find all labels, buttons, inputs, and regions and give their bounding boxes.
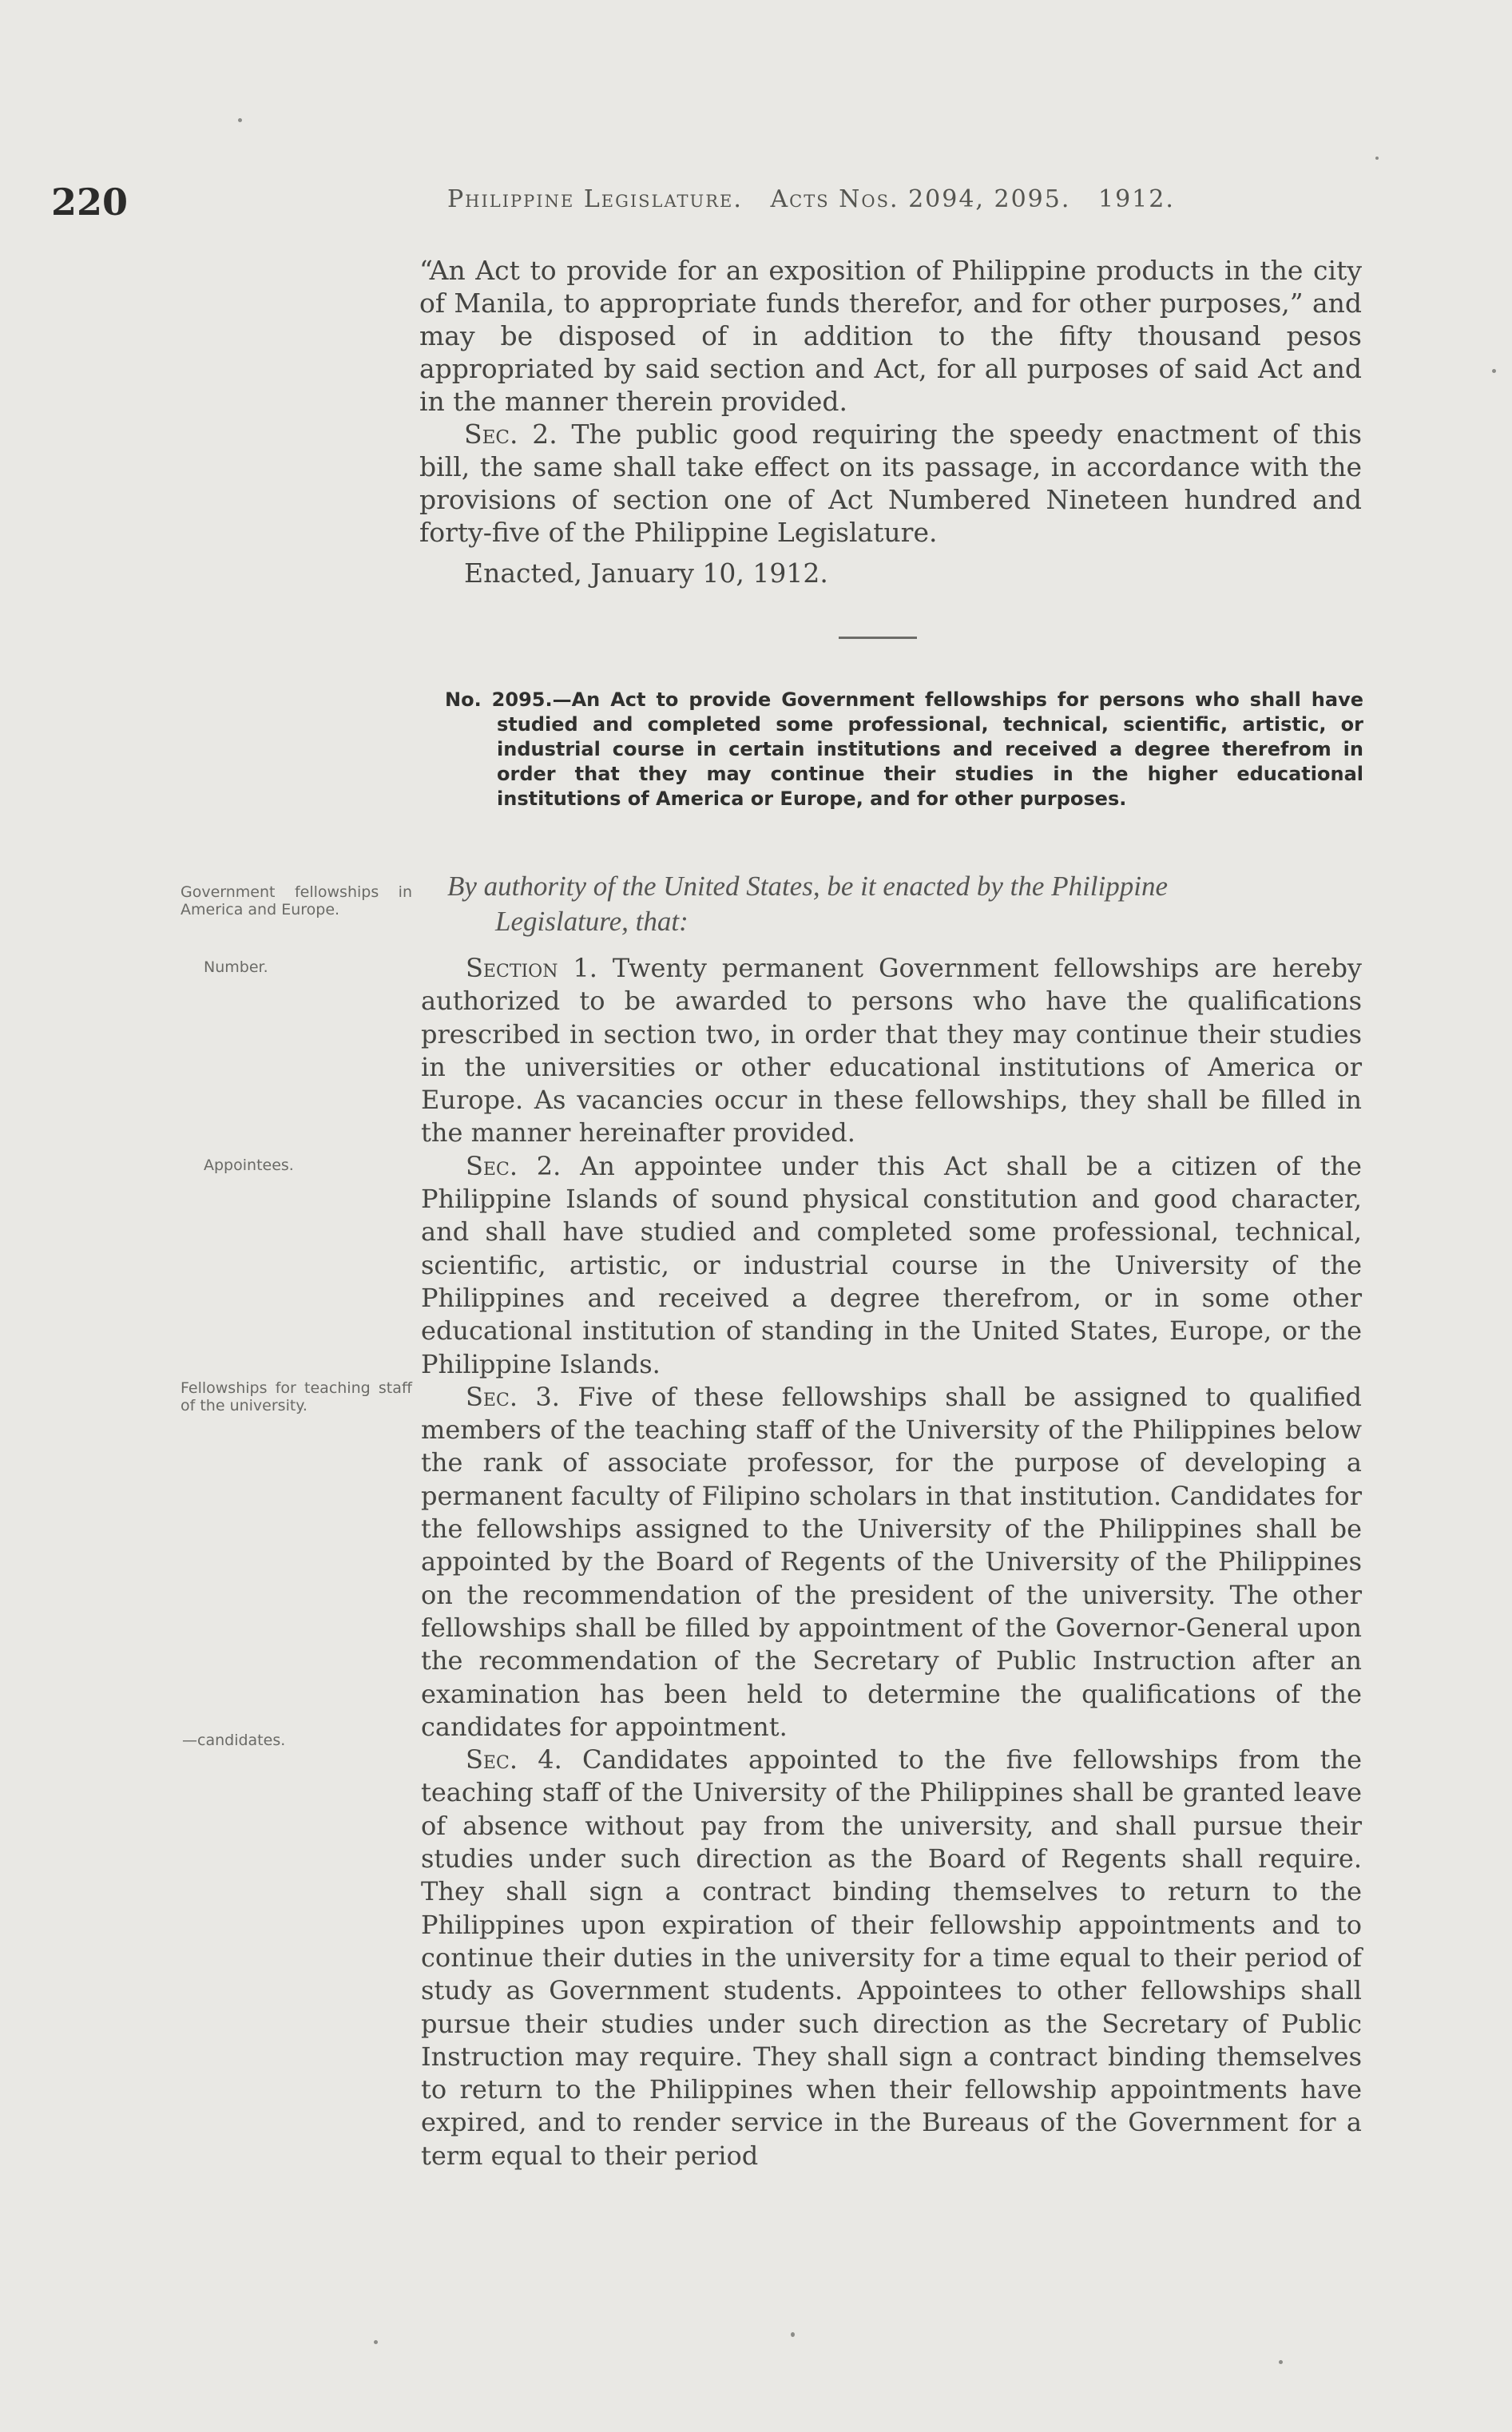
section-4 (421, 1744, 1362, 2172)
sidenote-candidates: —candidates. (182, 1732, 286, 1749)
section-4-label: Sec. 4. (466, 1744, 562, 1775)
act-heading (445, 688, 1363, 811)
section-3-label: Sec. 3. (466, 1381, 560, 1412)
prior-act-continuation: “An Act to provide for an exposition of Philippine products in the city of Manila, to appropriate funds therefor, and for other purposes,” and may be disposed of in addition to the fifty thousand pesos appropriated by said section and Act, for all purposes of said Act and in the manner therein provided. (419, 255, 1362, 417)
section-1 (421, 952, 1362, 1150)
scan-speck (1492, 369, 1496, 373)
section-3 (421, 1381, 1362, 1744)
running-head-acts: Acts Nos. 2094, 2095. (770, 185, 1071, 213)
prior-act-sec2-text: The public good requiring the speedy enactment of this bill, the same shall take effect on its passage, in accordance with the provisions of section one of Act Numbered Nineteen hundred and forty-five of the Philippine Legislature. (419, 419, 1362, 548)
section-2-label: Sec. 2. (466, 1150, 562, 1181)
enacting-line-2: Legislature, that: (495, 906, 689, 937)
sidenote-teaching-staff: Fellowships for teaching staff of the university. (181, 1379, 412, 1414)
section-2-text: An appointee under this Act shall be a citizen of the Philippine Islands of sound physical constitution and good character, and shall have studied and completed some professional, technical, scientific, artistic, or industrial course in the University of the Philippines and received a degree therefrom, or in some other educational institution of standing in the United States, Europe, or the Philippine Islands. (421, 1150, 1362, 1379)
scan-speck (374, 2340, 378, 2344)
sidenote-fellowships: Government fellowships in America and Europe. (181, 883, 412, 918)
scan-speck (1279, 2360, 1283, 2364)
scan-speck (1375, 157, 1379, 160)
section-1-label: Section 1. (466, 953, 597, 983)
section-divider (839, 637, 917, 639)
section-2 (421, 1150, 1362, 1381)
section-4-text: Candidates appointed to the five fellowships from the teaching staff of the University of the Philippines shall be granted leave of absence without pay from the university, and shall pursue their studies under such direction as the Board of Regents shall require. They shall sign a contract binding themselves to return to the Philippines upon expiration of their fellowship appointments and to continue their duties in the university for a time equal to their period of study as Government students. Appointees to other fellowships shall pursue their studies under such direction as the Secretary of Public Instruction may require. They shall sign a contract binding themselves to return to the Philippines when their fellowship appointments have expired, and to render service in the Bureaus of the Government for a term equal to their period (421, 1744, 1363, 2171)
prior-act-sec2-label: Sec. 2. (464, 419, 558, 450)
running-head-year: 1912. (1098, 185, 1175, 213)
act-heading-text: No. 2095.—An Act to provide Government fellowships for persons who shall have studied and completed some professional, technical, scientific, artistic, or industrial course in certain institutions and received a degree therefrom in order that they may continue their studies in the higher educational institutions of America or Europe, and for other purposes. (445, 688, 1363, 810)
section-3-text: Five of these fellowships shall be assigned to qualified members of the teaching staff of the University of the Philippines below the rank of associate professor, for the purpose of developing a permanent faculty of Filipino scholars in that institution. Candidates for the fellowships assigned to the University of the Philippines shall be appointed by the Board of Regents of the University of the Philippines on the recommendation of the president of the university. The other fellowships shall be filled by appointment of the Governor-General upon the recommendation of the Secretary of Public Instruction after an examination has been held to determine the qualifications of the candidates for appointment. (421, 1381, 1362, 1742)
enacting-clause (447, 869, 1366, 939)
page-number: 220 (51, 181, 129, 224)
scan-speck (791, 2332, 795, 2337)
scan-speck (238, 118, 242, 122)
running-head (447, 185, 1366, 213)
act-body (421, 952, 1362, 2172)
prior-act-enacted: Enacted, January 10, 1912. (464, 557, 828, 589)
running-head-title: Philippine Legislature. (447, 185, 743, 213)
prior-act-section-2 (419, 418, 1362, 549)
sidenote-number: Number. (204, 958, 268, 976)
section-1-text: Twenty permanent Government fellowships are hereby authorized to be awarded to persons who have the qualifications prescribed in section two, in order that they may continue their studies in the universities or other educational institutions of America or Europe. As vacancies occur in these fellowships, they shall be filled in the manner hereinafter provided. (421, 953, 1363, 1149)
prior-act-block (419, 254, 1362, 589)
enacting-line-1: By authority of the United States, be it enacted by the Philippine (447, 871, 1169, 902)
sidenote-appointees: Appointees. (204, 1156, 294, 1174)
